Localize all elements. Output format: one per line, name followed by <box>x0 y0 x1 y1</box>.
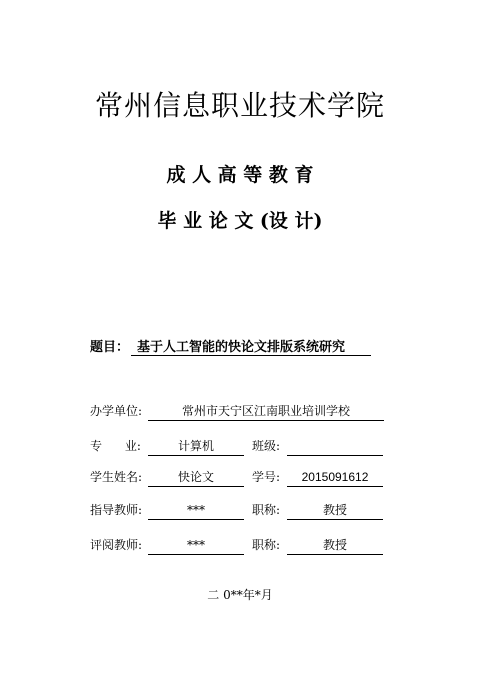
student-id-label: 学号: <box>252 470 281 484</box>
unit-label: 办学单位: <box>90 404 143 418</box>
advisor-title-label: 职称: <box>252 503 281 517</box>
student-id-value: 2015091612 <box>287 468 383 487</box>
student-name-value: 快论文 <box>148 468 244 487</box>
class-label: 班级: <box>252 439 281 453</box>
topic-value: 基于人工智能的快论文排版系统研究 <box>131 336 371 356</box>
major-value: 计算机 <box>148 437 244 456</box>
major-label: 专 业: <box>90 439 141 453</box>
reviewer-label: 评阅教师: <box>90 538 143 552</box>
school-name: 常州信息职业技术学院 <box>94 89 385 122</box>
advisor-title-value: 教授 <box>287 501 383 520</box>
advisor-value: *** <box>148 501 244 520</box>
reviewer-title-label: 职称: <box>252 538 281 552</box>
title-thesis-design: 毕 业 论 文 (设 计) <box>157 210 323 232</box>
topic-line <box>90 336 371 356</box>
student-name-label: 学生姓名: <box>90 470 143 484</box>
date-line: 二 0**年*月 <box>207 588 273 602</box>
class-value <box>287 437 383 456</box>
title-adult-education: 成 人 高 等 教 育 <box>166 164 314 186</box>
reviewer-value: *** <box>148 536 244 555</box>
reviewer-title-value: 教授 <box>287 536 383 555</box>
unit-value: 常州市天宁区江南职业培训学校 <box>148 402 384 421</box>
topic-label: 题目： <box>90 340 130 355</box>
advisor-label: 指导教师: <box>90 503 143 517</box>
